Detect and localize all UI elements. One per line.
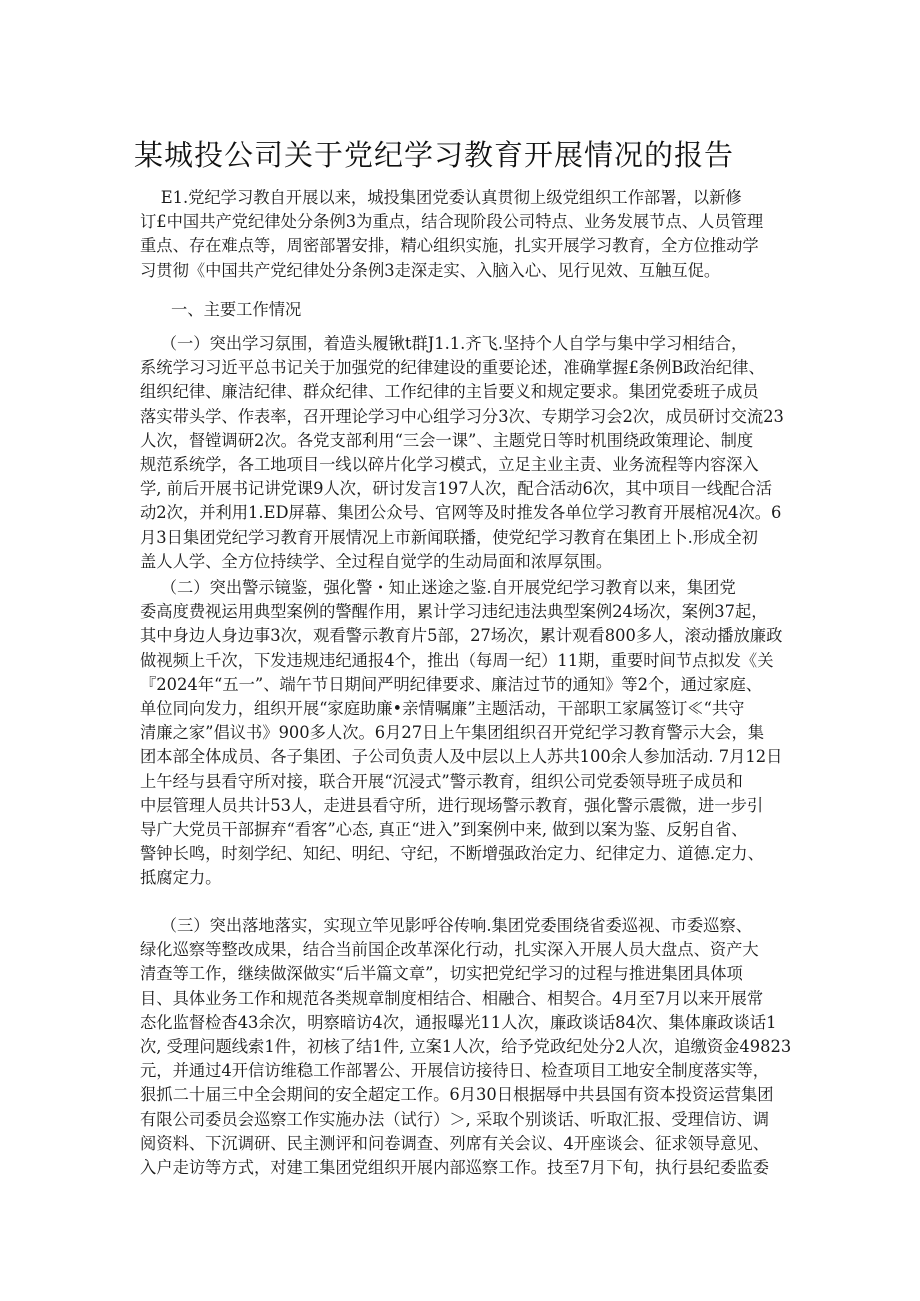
text-line: 月3日集团党纪学习教育开展情况上市新闻联播，使党纪学习教育在集团上卜.形成全初 xyxy=(140,527,758,547)
text-line: 警钟长鸣，时刻学纪、知纪、明纪、守纪，不断增强政治定力、纪律定力、道德.定力、 xyxy=(140,844,764,864)
section-heading: 一、主要工作情况 xyxy=(171,300,302,319)
paragraph-2 xyxy=(140,576,800,890)
text-line: 人次，督镗调研2次。各党支部利用“三会一课”、主题党日等时机围绕政策理论、制度 xyxy=(140,430,754,450)
text-line: 狠抓二十届三中全会期间的安全超定工作。6月30日根据辱中共县国有资本投资运营集团 xyxy=(140,1085,774,1105)
text-line: 订£中国共产党纪律处分条例3为重点，结合现阶段公司特点、业务发展节点、人员管理 xyxy=(140,212,764,232)
text-line: 规范系统学，各工地项目一线以碎片化学习模式，立足主业主责、业务流程等内容深入 xyxy=(140,454,759,474)
intro-paragraph xyxy=(140,186,800,283)
paragraph-1 xyxy=(140,332,800,574)
text-line: 动2次，并利用1.ED屏幕、集团公众号、官网等及时推发各单位学习教育开展棺况4次。6 xyxy=(140,503,782,523)
text-line: 团本部全体成员、各子集团、子公司负责人及中层以上人苏共100余人参加活动. 7月12日 xyxy=(140,747,783,767)
text-line: 其中身边人身边事3次，观看警示教育片5部，27场次，累计观看800多人，滚动播放廉政 xyxy=(140,626,783,646)
text-line: 系统学习习近平总书记关于加强党的纪律建设的重要论述，准确掌握£条例B政治纪律、 xyxy=(140,358,765,378)
text-line: 组织纪律、廉洁纪律、群众纪律、工作纪律的主旨要义和规定要求。集团党委班子成员 xyxy=(140,382,759,402)
text-line: 次, 受理问题线索1件，初核了结1件, 立案1人次，给予党政纪处分2人次，追缴资金49823 xyxy=(140,1036,792,1056)
text-line: 抵腐定力。 xyxy=(140,868,222,888)
text-line: （三）突出落地落实，实现立竿见影呼谷传响.集团党委围绕省委巡视、市委巡察、 xyxy=(140,916,753,935)
text-line: E1.党纪学习教自开展以来，城投集团党委认真贯彻上级党组织工作部署，以新修 xyxy=(140,188,742,207)
text-line: 阅资料、下沉调研、民主测评和问卷调查、列席有关会议、4开座谈会、征求领导意见、 xyxy=(140,1133,770,1153)
text-line: 做视频上千次，下发违规违纪通报4个，推出（每周一纪）11期，重要时间节点拟发《关 xyxy=(140,650,774,670)
text-line: 态化监督检杳43余次，明察暗访4次，通报曝光11人次，廉政谈话84次、集体廉政谈话1 xyxy=(140,1012,777,1032)
text-line: 目、具体业务工作和规范各类规章制度相结合、相融合、相契合。4月至7月以来开展常 xyxy=(140,988,764,1008)
text-line: 习贯彻《中国共产党纪律处分条例3走深走实、入脑入心、见行见效、互触互促。 xyxy=(140,260,721,280)
text-line: （一）突出学习氛围，着造头履锹t群J1.1.齐飞.坚持个人自学与集中学习相结合， xyxy=(140,334,748,353)
text-line: 清廉之家”倡议书》900多人次。6月27日上午集团组织召开党纪学习教育警示大会，集 xyxy=(140,723,765,743)
text-line: （二）突出警示镜鉴，强化警・知止迷途之鉴.自开展党纪学习教育以来，集团党 xyxy=(140,578,736,597)
text-line: 有限公司委员会巡察工作实施办法（试行）＞, 采取个别谈话、听取汇报、受理信访、调 xyxy=(140,1109,770,1129)
document-title: 某城投公司关于党纪学习教育开展情况的报告 xyxy=(134,138,735,172)
paragraph-3 xyxy=(140,914,800,1180)
text-line: 清查等工作，继续做深做实“后半篇文章”，切实把党纪学习的过程与推进集团具体项 xyxy=(140,964,743,984)
text-line: 中层管理人员共计53人，走进县看守所，进行现场警示教育，强化警示震微，进一步引 xyxy=(140,795,764,815)
text-line: 单位同向发力，组织开展“家庭助廉•亲情嘱廉”主题活动，干部职工家属签订≪“共守 xyxy=(140,698,745,718)
text-line: 盖人人学、全方位持续学、全过程自觉学的生动局面和浓厚氛围。 xyxy=(140,551,613,571)
text-line: 落实带头学、作表率，召开理论学习中心组学习分3次、专期学习会2次，成员研讨交流23 xyxy=(140,406,784,426)
text-line: 学, 前后开展书记讲党课9人次，研讨发言197人次，配合活动6次，其中项目一线配合活 xyxy=(140,479,772,499)
text-line: 重点、存在难点等，周密部署安排，精心组织实施，扎实开展学习教育，全方位推动学 xyxy=(140,236,759,256)
text-line: 绿化巡察等整改成果，结合当前国企改革深化行动，扎实深入开展人员大盘点、资产大 xyxy=(140,940,759,960)
text-line: 上午经与县看守所对接，联合开展“沉浸式”警示教育，组织公司党委领导班子成员和 xyxy=(140,771,743,791)
text-line: 委高度费视运用典型案例的警醒作用，累计学习违纪违法典型案例24场次，案例37起， xyxy=(140,602,768,622)
text-line: 入户走访等方式，对建工集团党组织开展内部巡察工作。技至7月下旬，执行县纪委监委 xyxy=(140,1157,770,1177)
text-line: 元，并通过4开信访维稳工作部署公、开展信访接待日、检查项目工地安全制度落实等， xyxy=(140,1061,770,1081)
text-line: 导广大党员干部摒弃“看客”心态, 真正“进入”到案例中来, 做到以案为鉴、反躬自省、 xyxy=(140,819,748,839)
text-line: 『2024年“五一”、端午节日期间严明纪律要求、廉洁过节的通知》等2个，通过家庭、 xyxy=(140,674,763,694)
